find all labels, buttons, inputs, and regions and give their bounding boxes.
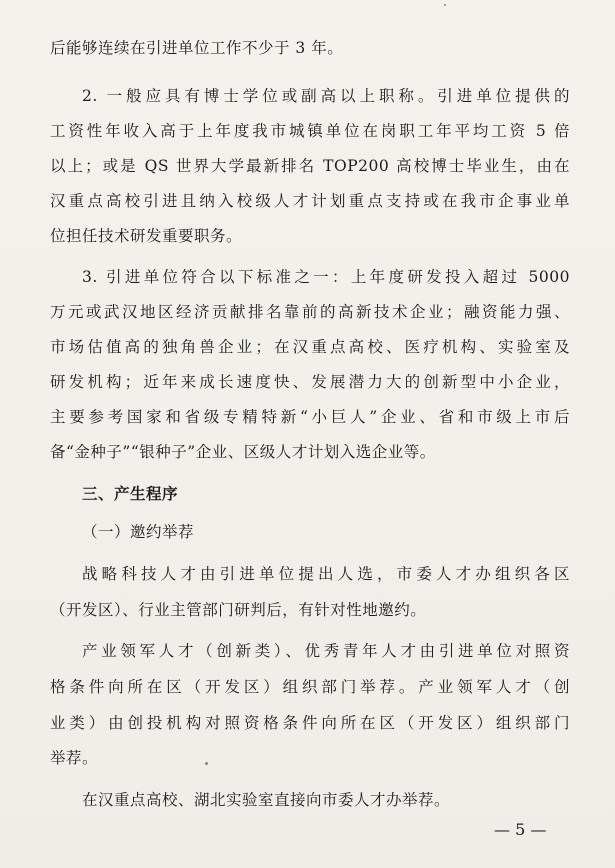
text-line: 2. 一般应具有博士学位或副高以上职称。引进单位提供的	[82, 87, 570, 105]
scan-speck	[444, 4, 446, 6]
text-line: 在汉重点高校、湖北实验室直接向市委人才办举荐。	[82, 791, 451, 809]
text-line: 工资性年收入高于上年度我市城镇单位在岗职工年平均工资 5 倍	[50, 122, 570, 140]
text-line: 格条件向所在区（开发区）组织部门举荐。产业领军人才（创	[50, 678, 570, 696]
text-line: 以上；或是 QS 世界大学最新排名 TOP200 高校博士毕业生，由在	[50, 157, 570, 175]
text-line: 产业领军人才（创新类）、优秀青年人才由引进单位对照资	[82, 642, 570, 660]
section-heading: 三、产生程序	[82, 485, 179, 503]
text-line: 主要参考国家和省级专精特新“小巨人”企业、省和市级上市后	[50, 408, 570, 426]
page-number: — 5 —	[494, 820, 547, 839]
text-line: 汉重点高校引进且纳入校级人才计划重点支持或在我市企事业单	[50, 192, 570, 210]
text-line: 3. 引进单位符合以下标准之一：上年度研发投入超过 5000	[82, 268, 570, 286]
text-line: 研发机构；近年来成长速度快、发展潜力大的创新型中小企业，	[50, 373, 570, 391]
text-line: 万元或武汉地区经济贡献排名靠前的高新技术企业；融资能力强、	[50, 303, 570, 321]
text-line: 战略科技人才由引进单位提出人选，市委人才办组织各区	[82, 565, 570, 583]
text-line: 市场估值高的独角兽企业；在汉重点高校、医疗机构、实验室及	[50, 338, 570, 356]
subsection-heading: （一）邀约举荐	[82, 523, 195, 541]
text-line: 后能够连续在引进单位工作不少于 3 年。	[50, 39, 344, 57]
text-line: 举荐。	[50, 749, 99, 767]
text-line: 业类）由创投机构对照资格条件向所在区（开发区）组织部门	[50, 714, 570, 732]
text-line: 备“金种子”“银种子”企业、区级人才计划入选企业等。	[50, 443, 436, 461]
scan-speck	[205, 762, 208, 765]
text-line: 位担任技术研发重要职务。	[50, 227, 243, 245]
text-line: （开发区）、行业主管部门研判后，有针对性地邀约。	[50, 601, 427, 619]
